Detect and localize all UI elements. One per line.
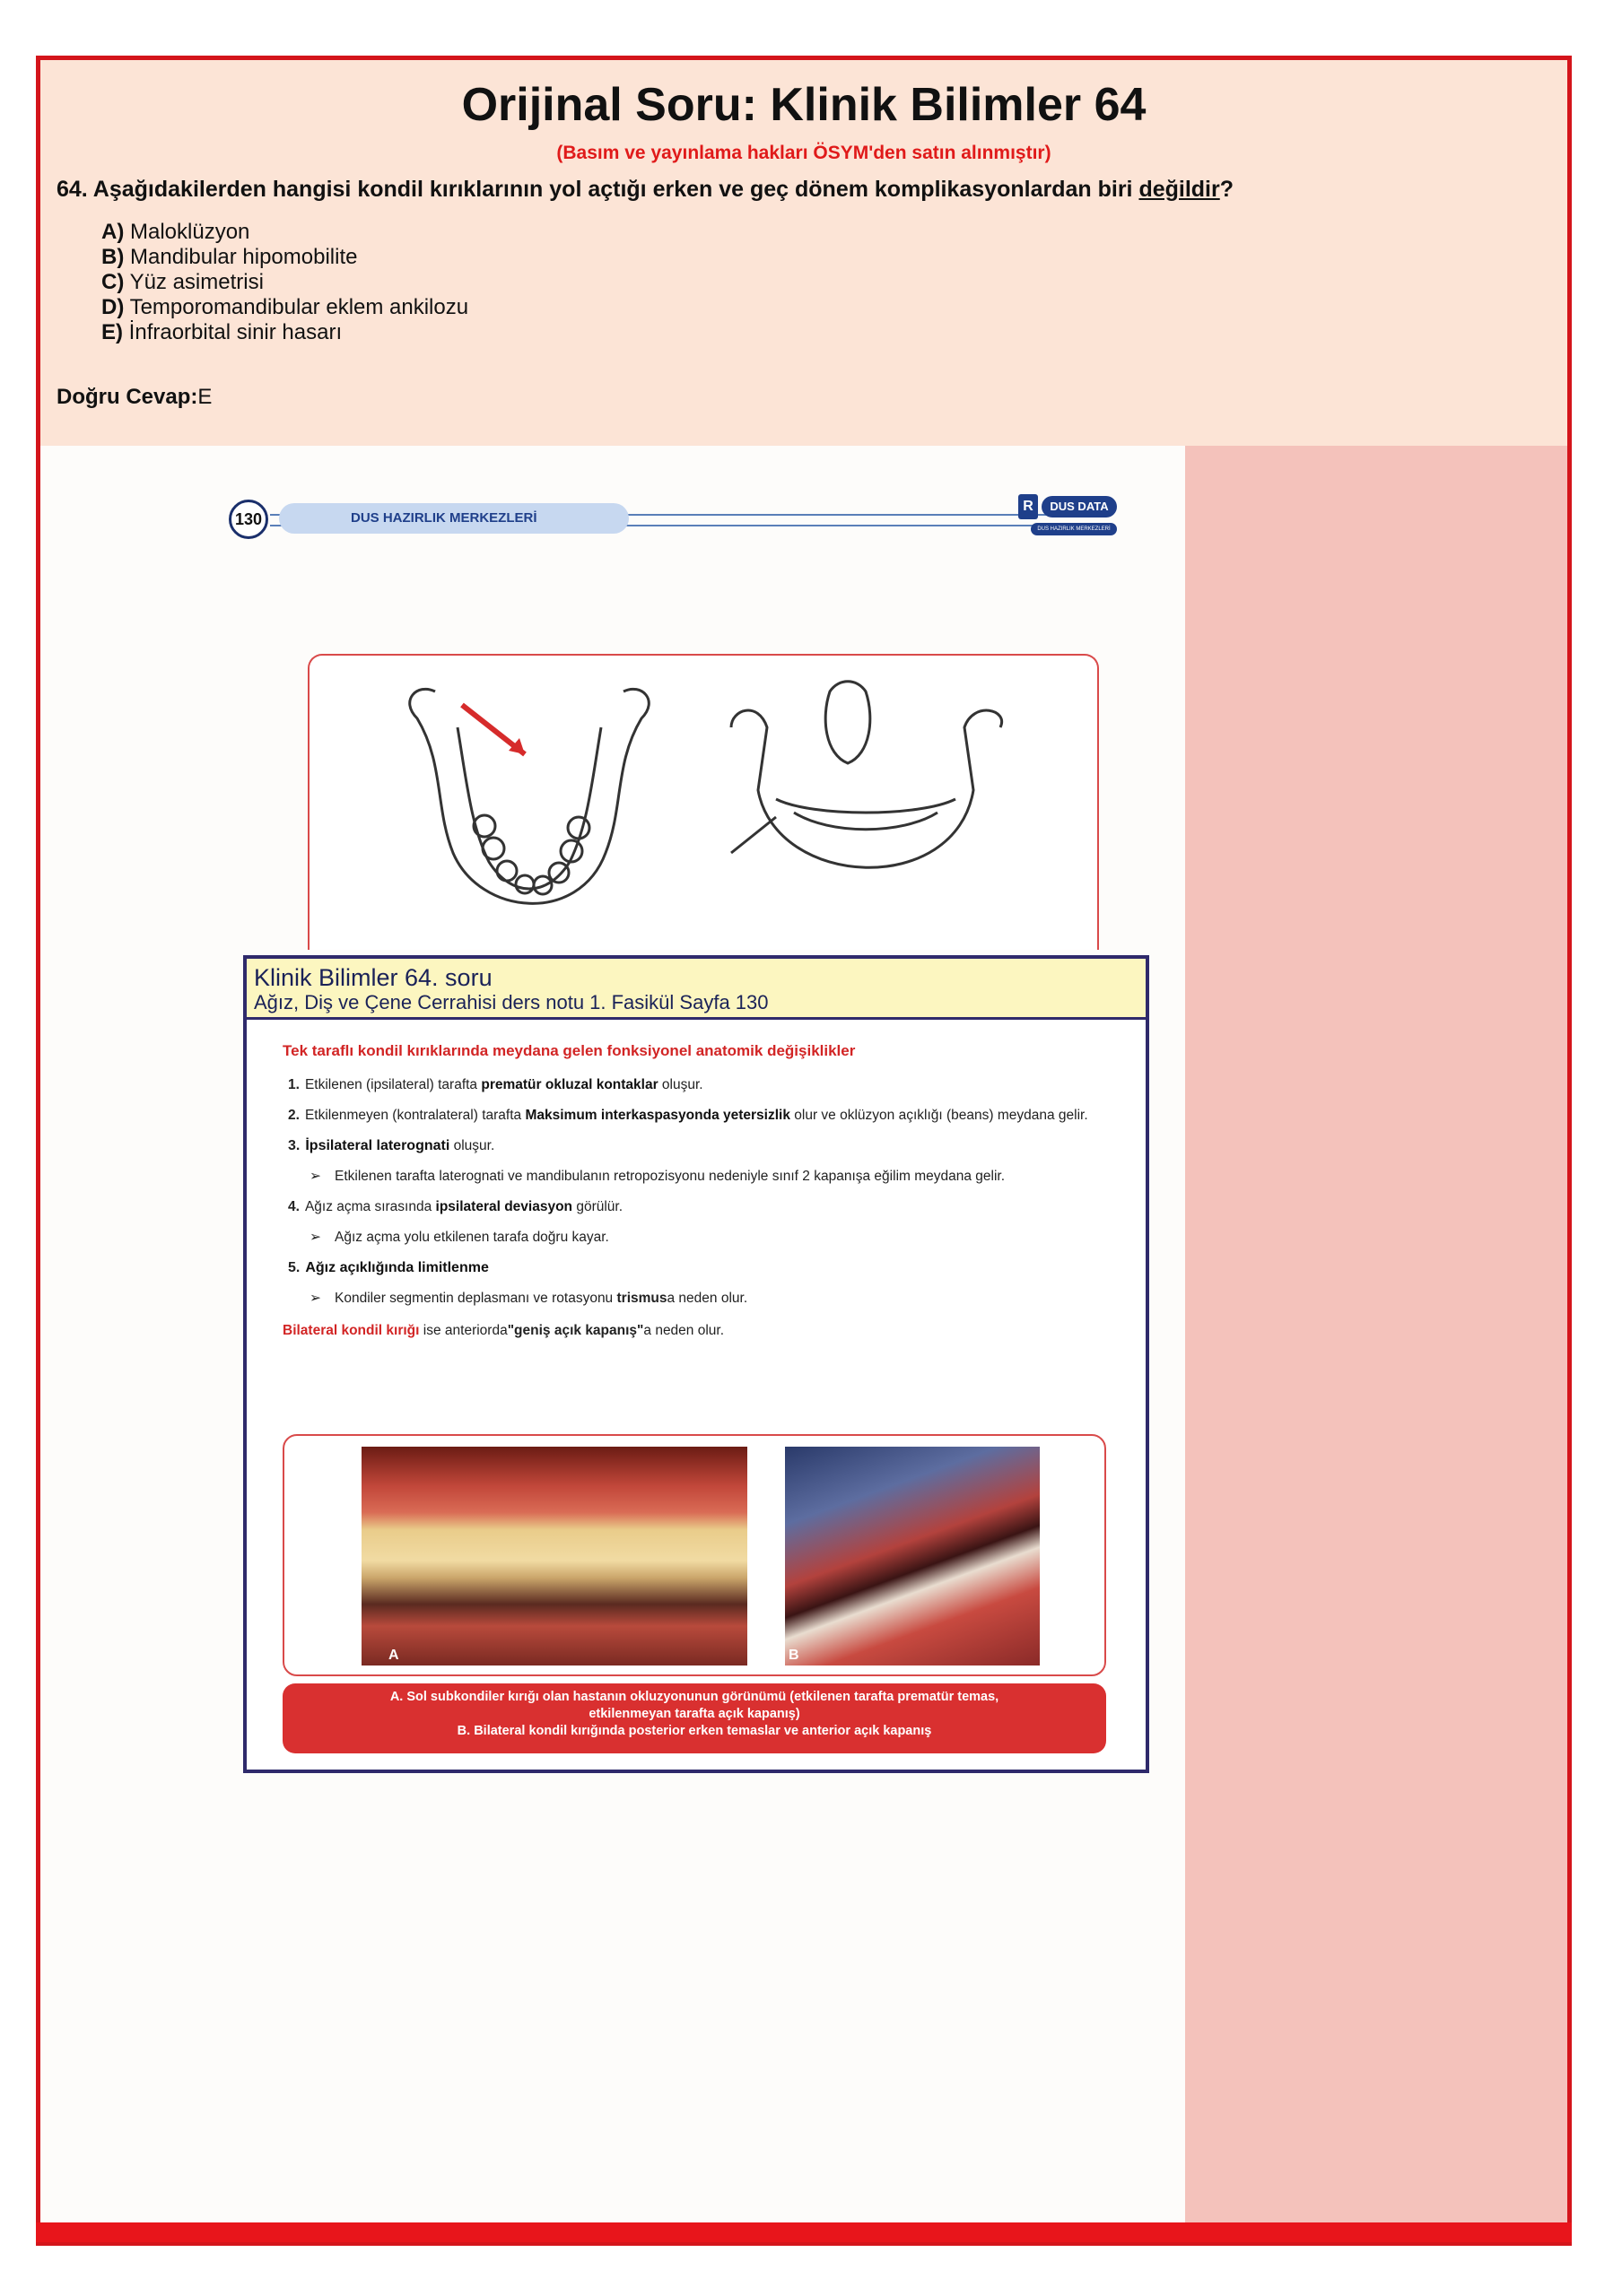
option-text: Mandibular hipomobilite — [130, 245, 358, 269]
item-number: 3. — [288, 1138, 301, 1153]
bilateral-bold: "geniş açık kapanış" — [507, 1323, 644, 1338]
item-bold: prematür okluzal kontaklar — [481, 1077, 658, 1092]
option-text: Temporomandibular eklem ankilozu — [129, 295, 469, 319]
reference-content — [283, 1041, 1126, 1341]
item-bold: Maksimum interkaspasyonda yetersizlik — [525, 1108, 790, 1123]
mandible-top-view — [410, 689, 650, 903]
option-letter: E) — [101, 320, 123, 344]
option-letter: D) — [101, 295, 125, 319]
option-c — [101, 270, 468, 295]
item-number: 2. — [288, 1108, 300, 1123]
mandible-diagram-box — [308, 654, 1099, 950]
item-text: oluşur. — [449, 1138, 495, 1153]
skull-front-view — [731, 682, 1002, 868]
item-number: 4. — [288, 1199, 300, 1214]
header-pill: DUS HAZIRLIK MERKEZLERİ — [279, 503, 629, 534]
sub-item-text: Kondiler segmentin deplasmanı ve rotasyonu — [335, 1291, 617, 1306]
clinical-photos-box — [283, 1434, 1106, 1676]
question-number: 64. — [57, 177, 88, 202]
item-bold: ipsilateral deviasyon — [435, 1199, 573, 1214]
sub-item — [310, 1289, 1126, 1309]
option-text: İnfraorbital sinir hasarı — [128, 320, 343, 344]
caption-line: etkilenmeyan tarafta açık kapanış) — [589, 1707, 800, 1721]
content-heading: Tek taraflı kondil kırıklarında meydana gelen fonksiyonel anatomik değişiklikler — [283, 1042, 856, 1059]
answer-value: E — [197, 385, 213, 409]
reference-source: Ağız, Diş ve Çene Cerrahisi ders notu 1. Fasikül Sayfa 130 — [254, 991, 769, 1013]
option-b — [101, 245, 468, 270]
clinical-photo-b — [785, 1447, 1040, 1665]
logo-text: DUS DATA — [1042, 496, 1117, 517]
correct-answer — [57, 385, 212, 410]
page-title: Orijinal Soru: Klinik Bilimler 64 — [461, 79, 1147, 131]
bilateral-text: a neden olur. — [643, 1323, 725, 1338]
clinical-photo-a — [362, 1447, 747, 1665]
bilateral-red-text: Bilateral kondil kırığı — [283, 1323, 420, 1338]
item-text: Etkilenen (ipsilateral) tarafta — [304, 1077, 482, 1092]
caption-line: A. Sol subkondiler kırığı olan hastanın okluzyonunun görünümü (etkilenen tarafta prematür temas, — [389, 1690, 999, 1704]
question-emphasis: değildir — [1138, 177, 1220, 202]
option-text: Yüz asimetrisi — [129, 270, 264, 294]
photo-label: A — [388, 1648, 399, 1663]
item-text: Etkilenmeyen (kontralateral) tarafta — [304, 1108, 526, 1123]
sub-item-text: a neden olur. — [667, 1291, 748, 1306]
sub-item-bold: trismus — [616, 1291, 667, 1306]
list-item — [288, 1106, 1126, 1126]
photo-caption — [283, 1683, 1106, 1753]
mandible-illustration — [310, 656, 1101, 952]
option-letter: B) — [101, 245, 125, 269]
option-a — [101, 220, 468, 245]
sub-item — [310, 1228, 1126, 1248]
item-text: olur ve oklüzyon açıklığı (beans) meydana gelir. — [789, 1108, 1088, 1123]
list-item — [288, 1197, 1126, 1217]
caption-line: B. Bilateral kondil kırığında posterior erken temaslar ve anterior açık kapanış — [457, 1724, 932, 1738]
book-page-excerpt — [157, 499, 1111, 2069]
item-number: 1. — [288, 1077, 300, 1092]
book-page-header — [193, 499, 1111, 541]
sub-item — [310, 1167, 1126, 1187]
item-text: Ağız açma sırasında — [304, 1199, 436, 1214]
logo-subtext: DUS HAZIRLIK MERKEZLERİ — [1031, 523, 1117, 535]
question-body: Aşağıdakilerden hangisi kondil kırıklarının yol açtığı erken ve geç dönem komplikasyonlardan biri — [92, 177, 1133, 202]
option-letter: A) — [101, 220, 125, 244]
item-number: 5. — [288, 1260, 301, 1275]
reference-header — [247, 959, 1146, 1020]
list-item — [288, 1136, 1126, 1156]
bilateral-text: ise anteriorda — [419, 1323, 508, 1338]
item-text: görülür. — [572, 1199, 624, 1214]
reference-box — [243, 955, 1149, 1773]
item-bold: İpsilateral laterognati — [305, 1138, 450, 1153]
photo-label: B — [789, 1648, 799, 1663]
bottom-bar — [36, 2222, 1572, 2242]
item-text: oluşur. — [658, 1077, 703, 1092]
copyright-note: (Basım ve yayınlama hakları ÖSYM'den satın alınmıştır) — [556, 143, 1051, 163]
reference-title: Klinik Bilimler 64. soru — [254, 964, 493, 991]
bilateral-note — [283, 1321, 1126, 1341]
option-letter: C) — [101, 270, 125, 294]
arrow-bullet-icon: ➢ — [310, 1169, 321, 1184]
answer-options — [101, 220, 468, 345]
question-text — [57, 177, 1234, 203]
arrow-bullet-icon: ➢ — [310, 1291, 321, 1306]
option-d — [101, 295, 468, 320]
question-header — [40, 60, 1567, 446]
answer-label: Doğru Cevap: — [57, 385, 198, 409]
page-frame — [36, 56, 1572, 2246]
side-band — [1185, 446, 1567, 2241]
option-e — [101, 320, 468, 345]
item-bold: Ağız açıklığında limitlenme — [305, 1260, 489, 1275]
dusdata-logo — [1018, 494, 1121, 543]
page-number: 130 — [229, 500, 268, 539]
list-item — [288, 1258, 1126, 1278]
sub-item-text: Ağız açma yolu etkilenen tarafa doğru kayar. — [335, 1230, 609, 1245]
arrow-bullet-icon: ➢ — [310, 1230, 321, 1245]
sub-item-text: Etkilenen tarafta laterognati ve mandibulanın retropozisyonu nedeniyle sınıf 2 kapanışa eğilim meydana gelir. — [335, 1169, 1006, 1184]
option-text: Maloklüzyon — [130, 220, 250, 244]
list-item — [288, 1075, 1126, 1095]
logo-r-mark: R — [1018, 494, 1038, 519]
question-end: ? — [1219, 177, 1234, 202]
